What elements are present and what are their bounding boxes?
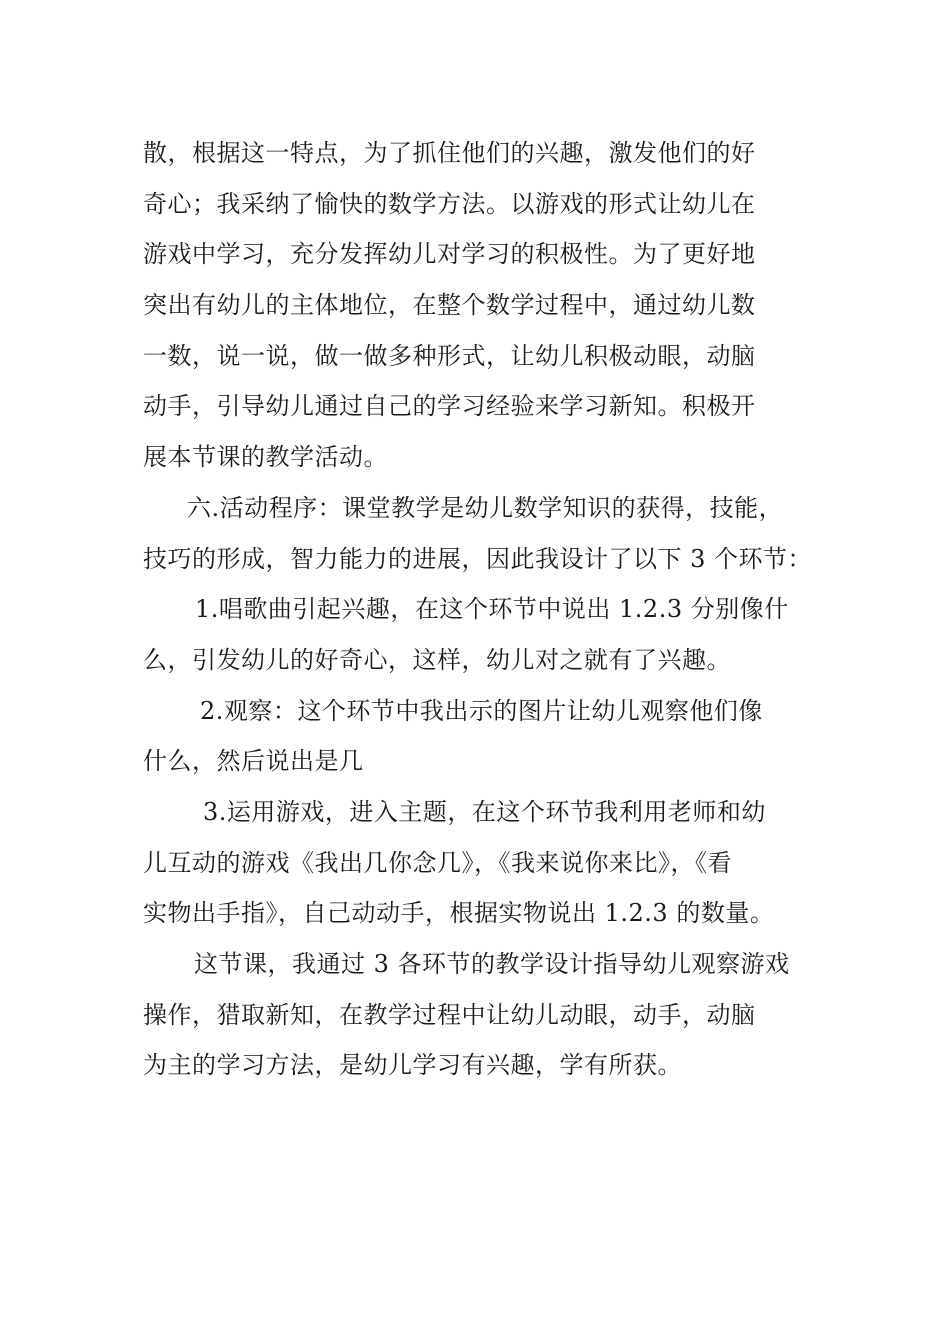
paragraph-line: 实物出手指》，自己动动手，根据实物说出 1.2.3 的数量。 (143, 899, 775, 928)
section-heading-line: 六.活动程序：课堂教学是幼儿数学知识的获得，技能， (187, 493, 784, 522)
paragraph-line: 展本节课的教学活动。 (143, 443, 388, 472)
paragraph-line: 技巧的形成，智力能力的进展，因此我设计了以下 3 个环节： (143, 544, 813, 573)
document-body (143, 128, 815, 1091)
paragraph-line: 为主的学习方法，是幼儿学习有兴趣，学有所获。 (143, 1051, 682, 1080)
paragraph-line: 游戏中学习，充分发挥幼儿对学习的积极性。为了更好地 (143, 240, 756, 269)
paragraph-line: 什么，然后说出是几 (143, 747, 364, 776)
paragraph-line: 么，引发幼儿的好奇心，这样，幼儿对之就有了兴趣。 (143, 645, 731, 674)
list-item-1-line: 1.唱歌曲引起兴趣，在这个环节中说出 1.2.3 分别像什 (195, 595, 789, 624)
list-item-2-line: 2.观察：这个环节中我出示的图片让幼儿观察他们像 (200, 696, 763, 725)
paragraph-line: 操作，猎取新知，在教学过程中让幼儿动眼，动手，动脑 (143, 1000, 756, 1029)
paragraph-line: 突出有幼儿的主体地位，在整个数学过程中，通过幼儿数 (143, 291, 756, 320)
paragraph-line: 散，根据这一特点，为了抓住他们的兴趣，激发他们的好 (143, 139, 756, 167)
paragraph-line: 动手，引导幼儿通过自己的学习经验来学习新知。积极开 (143, 392, 756, 421)
paragraph-line: 一数，说一说，做一做多种形式，让幼儿积极动眼，动脑 (143, 341, 756, 370)
paragraph-line: 儿互动的游戏《我出几你念几》，《我来说你来比》，《看 (143, 848, 732, 877)
list-item-3-line: 3.运用游戏，进入主题，在这个环节我利用老师和幼 (203, 797, 766, 826)
paragraph-line: 奇心；我采纳了愉快的数学方法。以游戏的形式让幼儿在 (143, 189, 756, 218)
summary-paragraph-line: 这节课，我通过 3 各环节的教学设计指导幼儿观察游戏 (194, 950, 790, 978)
